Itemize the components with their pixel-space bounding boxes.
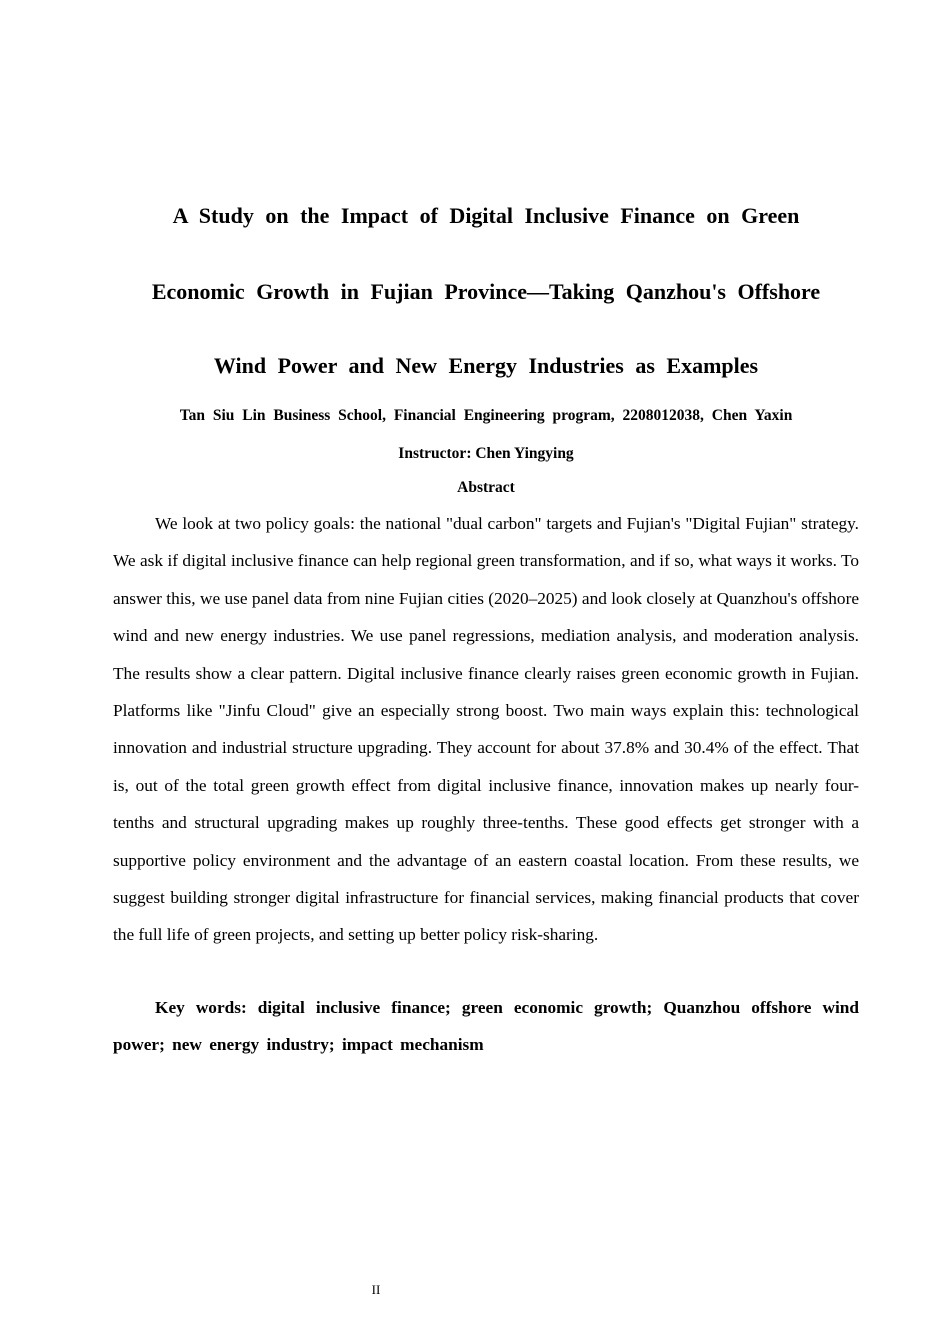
- abstract-heading: Abstract: [457, 479, 515, 496]
- page-number: II: [371, 1282, 381, 1297]
- paper-title-line-3: Wind Power and New Energy Industries as Examples: [213, 353, 759, 378]
- instructor-line: Instructor: Chen Yingying: [398, 445, 574, 462]
- paper-title-line-2: Economic Growth in Fujian Province—Taking Qanzhou's Offshore: [151, 279, 821, 304]
- keywords-paragraph: Key words: digital inclusive finance; green economic growth; Quanzhou offshore wind power; new energy industry; impact mechanism: [113, 998, 859, 1055]
- author-line: Tan Siu Lin Business School, Financial Engineering program, 2208012038, Chen Yaxin: [179, 407, 793, 424]
- paper-title-line-1: A Study on the Impact of Digital Inclusive Finance on Green: [172, 203, 800, 228]
- abstract-body: We look at two policy goals: the national "dual carbon" targets and Fujian's "Digital Fujian" strategy. We ask if digital inclusive finance can help regional green transformation, and if so, what ways it works. To answer this, we use panel data from nine Fujian cities (2020–2025) and look closely at Quanzhou's offshore wind and new energy industries. We use panel regressions, mediation analysis, and moderation analysis. The results show a clear pattern. Digital inclusive finance clearly raises green economic growth in Fujian. Platforms like "Jinfu Cloud" give an especially strong boost. Two main ways explain this: technological innovation and industrial structure upgrading. They account for about 37.8% and 30.4% of the effect. That is, out of the total green growth effect from digital inclusive finance, innovation makes up nearly four-tenths and structural upgrading makes up roughly three-tenths. These good effects get stronger with a supportive policy environment and the advantage of an eastern coastal location. From these results, we suggest building stronger digital infrastructure for financial services, making financial products that cover the full life of green projects, and setting up better policy risk-sharing.: [113, 514, 859, 945]
